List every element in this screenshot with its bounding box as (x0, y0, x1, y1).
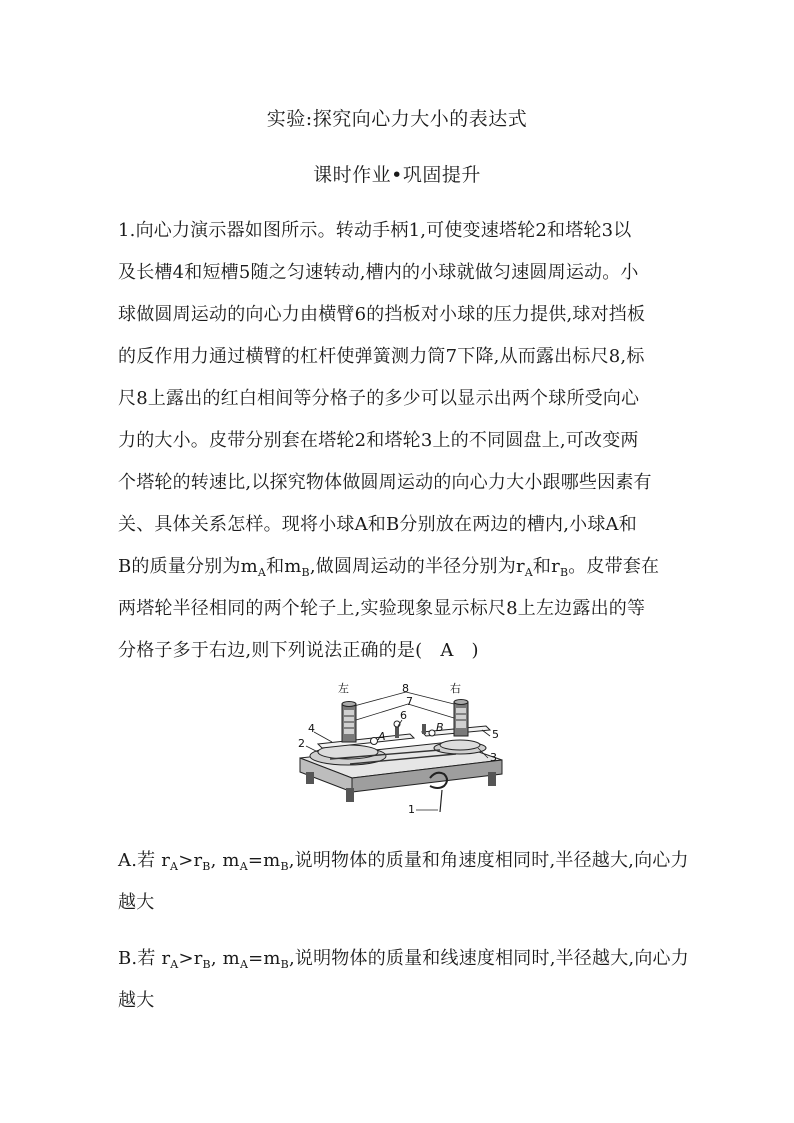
centripetal-force-apparatus-figure (290, 680, 510, 820)
question-line: 尺8上露出的红白相间等分格子的多少可以显示出两个球所受向心 (118, 388, 640, 409)
label-ball-a: A (378, 730, 386, 743)
leader-line (408, 704, 454, 718)
question-line: 1.向心力演示器如图所示。转动手柄1,可使变速塔轮2和塔轮3以 (118, 220, 632, 241)
label-7: 7 (406, 695, 413, 708)
text-run: A.若 r (118, 850, 171, 871)
cylinder-cap (342, 702, 356, 707)
cross-arm-post (422, 724, 426, 734)
page-title: 实验:探究向心力大小的表达式 (266, 108, 528, 130)
leg (488, 772, 496, 786)
text-run: >r (178, 850, 203, 871)
leader-line (354, 692, 406, 706)
text-run: , m (210, 948, 240, 969)
scale-right (456, 708, 466, 728)
label-2: 2 (298, 737, 305, 750)
cylinder-cap (454, 700, 468, 705)
label-left: 左 (338, 682, 349, 695)
subscript: A (257, 566, 267, 579)
option-b-continuation: 越大 (118, 990, 155, 1011)
option-a-continuation: 越大 (118, 892, 155, 913)
question-line: 及长槽4和短槽5随之匀速转动,槽内的小球就做匀速圆周运动。小 (118, 262, 639, 283)
leg (306, 772, 314, 784)
leader-line (406, 692, 454, 704)
answer-letter: A (440, 640, 454, 661)
tower-wheel-3-step (440, 740, 480, 750)
label-ball-b: B (436, 721, 444, 734)
subscript: A (524, 566, 533, 579)
text-run: 。皮带套在 (568, 556, 660, 577)
subscript: A (239, 958, 249, 971)
text-run: =m (248, 948, 281, 969)
text-run: B.若 r (118, 948, 171, 969)
label-5: 5 (492, 728, 499, 741)
question-line: 力的大小。皮带分别套在塔轮2和塔轮3上的不同圆盘上,可改变两 (118, 430, 639, 451)
ball-b (429, 730, 435, 736)
text-run: ,说明物体的质量和线速度相同时,半径越大,向心力 (288, 948, 689, 969)
leader-line (482, 730, 490, 736)
subscript: A (170, 860, 179, 873)
question-line: 个塔轮的转速比,以探究物体做圆周运动的向心力大小跟哪些因素有 (118, 472, 652, 493)
text-run: >r (178, 948, 203, 969)
crank-shaft (440, 790, 442, 812)
subscript: B (280, 860, 289, 873)
option-b-line (118, 944, 689, 970)
label-3: 3 (490, 751, 497, 764)
option-a-line (118, 846, 689, 872)
subscript: B (202, 860, 211, 873)
subscript: A (239, 860, 248, 873)
label-right: 右 (450, 682, 461, 695)
question-prompt: 分格子多于右边,则下列说法正确的是( (118, 640, 423, 661)
leg (346, 788, 354, 802)
text-run: ,做圆周运动的半径分别为r (309, 556, 525, 577)
label-6: 6 (400, 709, 407, 722)
leader-line (314, 732, 332, 742)
label-4: 4 (308, 722, 315, 735)
text-run: , m (210, 850, 240, 871)
subscript: A (170, 958, 179, 971)
text-run: 和r (532, 556, 560, 577)
text-run: B的质量分别为m (118, 556, 258, 577)
text-run: 和m (266, 556, 302, 577)
question-line: 关、具体关系怎样。现将小球A和B分别放在两边的槽内,小球A和 (118, 514, 637, 535)
text-run: ,说明物体的质量和角速度相同时,半径越大,向心力 (288, 850, 689, 871)
label-8: 8 (402, 682, 409, 695)
question-line: 的反作用力通过横臂的杠杆使弹簧测力筒7下降,从而露出标尺8,标 (118, 346, 645, 367)
subscript: B (202, 958, 211, 971)
ball-a (371, 738, 378, 745)
question-line-mass-radius (118, 552, 659, 578)
question-line: 两塔轮半径相同的两个轮子上,实验现象显示标尺8上左边露出的等 (118, 598, 646, 619)
question-prompt-line (118, 636, 479, 662)
subscript: B (301, 566, 310, 579)
cross-arm-post (395, 726, 399, 738)
text-run: =m (247, 850, 281, 871)
leader-line (306, 746, 318, 752)
label-1: 1 (408, 803, 415, 816)
subscript: B (559, 566, 569, 579)
question-line: 球做圆周运动的向心力由横臂6的挡板对小球的压力提供,球对挡板 (118, 304, 646, 325)
close-paren: ) (471, 640, 479, 661)
page-subtitle: 课时作业•巩固提升 (313, 164, 481, 186)
subscript: B (280, 958, 289, 971)
